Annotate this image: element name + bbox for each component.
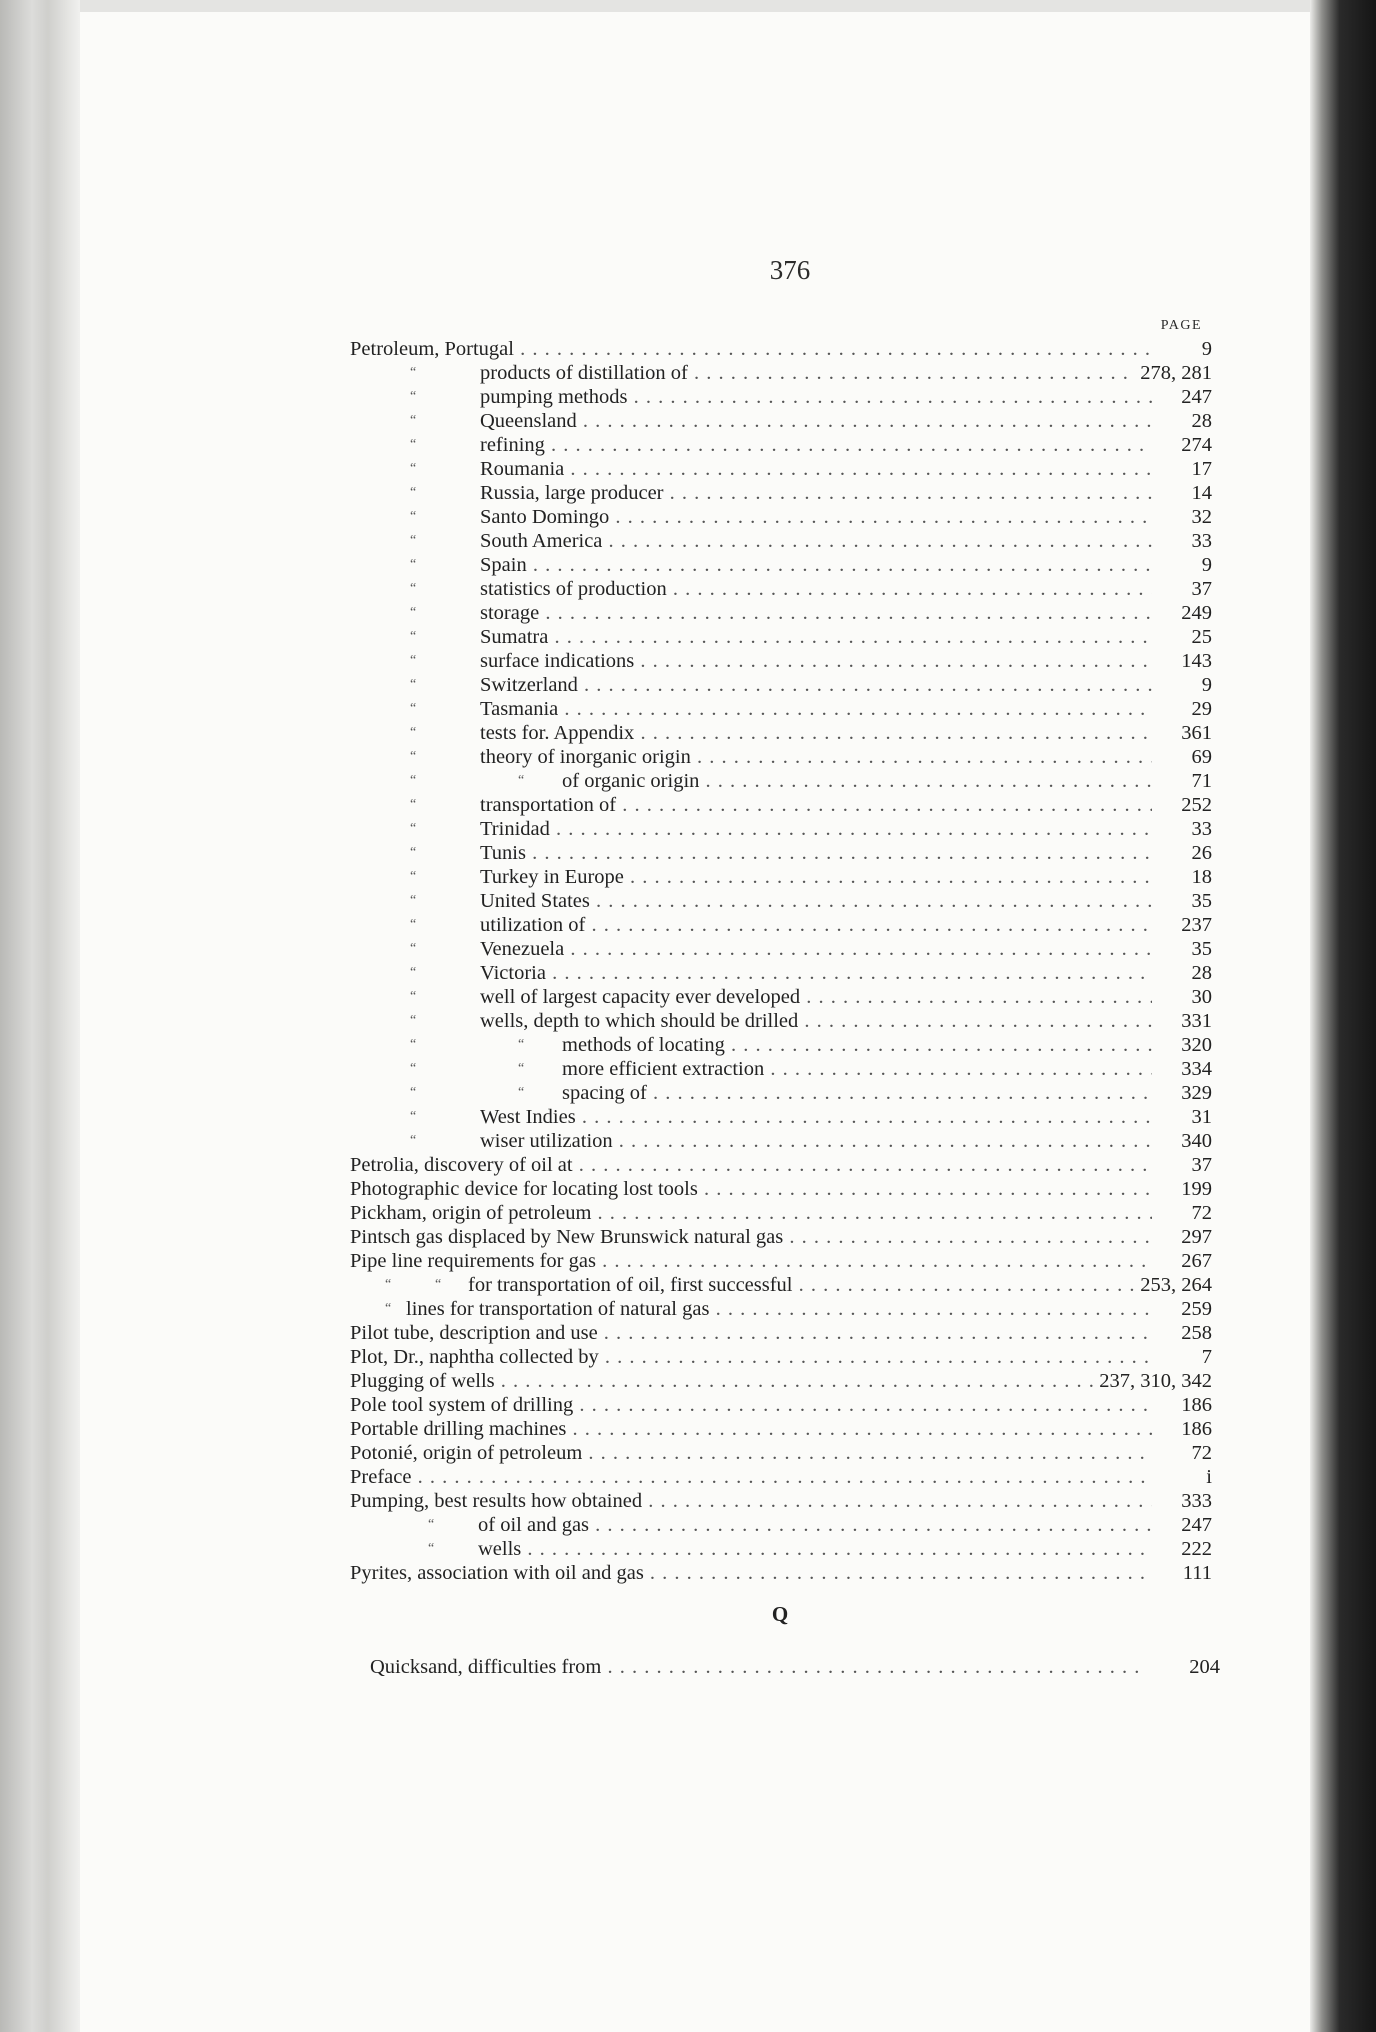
ditto-mark: “ [410,869,417,884]
ditto-mark: “ [410,917,417,932]
index-entry-page-ref: 222 [1177,1537,1212,1561]
index-entry [350,745,1212,769]
index-entry-page-ref: 32 [1188,505,1213,529]
index-entry-text: Sumatra . . . [480,625,1152,649]
index-entry-text: more efficient extraction . . . [562,1057,1152,1081]
ditto-mark: “ [518,1037,525,1052]
index-entry-text: Tunis . . . [480,841,1152,865]
index-entry-text: Pumping, best results how obtained . . . [350,1489,1152,1513]
page-column-heading: PAGE [1160,318,1202,333]
section-letter-heading: Q [771,1602,789,1626]
index-entry-text: Trinidad . . . [480,817,1152,841]
index-entry-text: products of distillation of . . . [480,361,1152,385]
index-entry-page-ref: 26 [1188,841,1213,865]
index-entry-text: Pickham, origin of petroleum . . . [350,1201,1152,1225]
ditto-mark: “ [410,773,417,788]
index-entry-text: Roumania . . . [480,457,1152,481]
ditto-mark: “ [410,1085,417,1100]
index-entry [350,865,1212,889]
index-entry-text: Petrolia, discovery of oil at . . . [350,1153,1152,1177]
index-entry-page-ref: 274 [1177,433,1212,457]
index-entry-page-ref: 35 [1188,937,1213,961]
index-entry-page-ref: 17 [1188,457,1213,481]
index-entry-text: transportation of . . . [480,793,1152,817]
index-entry-page-ref: 72 [1188,1441,1213,1465]
index-entry-page-ref: 247 [1177,385,1212,409]
index-entry-list-q [370,1655,1220,1679]
index-entry-page-ref: 186 [1177,1417,1212,1441]
index-entry-text: Venezuela . . . [480,937,1152,961]
ditto-mark: “ [410,437,417,452]
index-entry-text: pumping methods . . . [480,385,1152,409]
ditto-mark: “ [518,773,525,788]
index-entry-text: United States . . . [480,889,1152,913]
index-entry-page-ref: 267 [1177,1249,1212,1273]
index-entry-text: well of largest capacity ever developed . . . [480,985,1152,1009]
index-entry-page-ref: 14 [1188,481,1213,505]
index-entry-page-ref: 72 [1188,1201,1213,1225]
ditto-mark: “ [428,1517,435,1532]
index-entry-page-ref: 33 [1188,817,1213,841]
index-entry-page-ref: 143 [1177,649,1212,673]
index-entry-text: South America . . . [480,529,1152,553]
index-entry-text: Portable drilling machines . . . [350,1417,1152,1441]
index-entry [350,1273,1212,1297]
index-entry [350,601,1212,625]
ditto-mark: “ [410,821,417,836]
index-entry-page-ref: 18 [1188,865,1213,889]
index-entry-page-ref: 37 [1188,1153,1213,1177]
index-entry [350,1513,1212,1537]
index-entry-page-ref: 9 [1198,337,1212,361]
index-entry-text: Russia, large producer . . . [480,481,1152,505]
index-entry-page-ref: 237, 310, 342 [1095,1369,1212,1393]
ditto-mark: “ [410,413,417,428]
index-entry [350,361,1212,385]
index-entry [350,1225,1212,1249]
index-entry [350,1441,1212,1465]
index-entry-text: tests for. Appendix . . . [480,721,1152,745]
index-entry-text: Preface . . . [350,1465,1152,1489]
index-entry-text: Plugging of wells . . . [350,1369,1152,1393]
index-entry-text: of oil and gas . . . [478,1513,1152,1537]
index-entry-text: Tasmania . . . [480,697,1152,721]
index-entry-text: Petroleum, Portugal . . . [350,337,1152,361]
index-entry [350,1153,1212,1177]
index-entry-page-ref: 25 [1188,625,1213,649]
index-entry-text: Potonié, origin of petroleum . . . [350,1441,1152,1465]
index-entry-page-ref: 247 [1177,1513,1212,1537]
index-entry [370,1655,1220,1679]
index-entry [350,1489,1212,1513]
ditto-mark: “ [410,965,417,980]
index-entry-page-ref: 320 [1177,1033,1212,1057]
index-entry-text: Photographic device for locating lost tools . . . [350,1177,1152,1201]
index-entry-text: statistics of production . . . [480,577,1152,601]
index-entry-text: refining . . . [480,433,1152,457]
ditto-mark: “ [410,557,417,572]
ditto-mark: “ [410,509,417,524]
index-entry-page-ref: 334 [1177,1057,1212,1081]
ditto-mark: “ [410,797,417,812]
index-entry [350,1297,1212,1321]
index-entry [350,1321,1212,1345]
ditto-mark: “ [410,1013,417,1028]
index-entry-text: Quicksand, difficulties from . . . [370,1655,1140,1679]
index-entry-text: wells, depth to which should be drilled . . . [480,1009,1152,1033]
index-entry-text: Turkey in Europe . . . [480,865,1152,889]
index-entry-page-ref: 31 [1188,1105,1213,1129]
index-entry-text: spacing of . . . [562,1081,1152,1105]
index-entry [350,1369,1212,1393]
index-entry [350,697,1212,721]
index-entry-text: Queensland . . . [480,409,1152,433]
ditto-mark: “ [410,1037,417,1052]
index-entry-page-ref: 297 [1177,1225,1212,1249]
index-entry-page-ref: 28 [1188,961,1213,985]
ditto-mark: “ [385,1277,392,1292]
index-entry-page-ref: 333 [1177,1489,1212,1513]
index-entry [350,889,1212,913]
index-entry-page-ref: 253, 264 [1136,1273,1212,1297]
index-entry-text: Pintsch gas displaced by New Brunswick natural gas . . . [350,1225,1152,1249]
index-entry [350,1561,1212,1585]
index-entry-page-ref: 111 [1179,1561,1212,1585]
index-entry [350,1105,1212,1129]
index-entry-page-ref: 258 [1177,1321,1212,1345]
index-entry-page-ref: 71 [1188,769,1213,793]
index-entry-page-ref: 69 [1188,745,1213,769]
index-entry [350,481,1212,505]
ditto-mark: “ [518,1085,525,1100]
ditto-mark: “ [410,629,417,644]
index-entry [350,769,1212,793]
index-entry-page-ref: 186 [1177,1393,1212,1417]
index-entry-text: Pipe line requirements for gas . . . [350,1249,1152,1273]
index-entry-page-ref: 249 [1177,601,1212,625]
index-entry-text: methods of locating . . . [562,1033,1152,1057]
index-entry [350,1009,1212,1033]
index-entry [350,937,1212,961]
index-entry-page-ref: 199 [1177,1177,1212,1201]
index-entry [350,649,1212,673]
index-entry-page-ref: 9 [1198,673,1212,697]
index-entry [350,385,1212,409]
index-entry [350,337,1212,361]
index-entry [350,721,1212,745]
index-entry-page-ref: 259 [1177,1297,1212,1321]
index-entry [350,529,1212,553]
index-entry [350,817,1212,841]
index-entry [350,1129,1212,1153]
index-entry [350,625,1212,649]
index-entry-page-ref: 37 [1188,577,1213,601]
index-entry-text: Pyrites, association with oil and gas . . . [350,1561,1152,1585]
ditto-mark: “ [410,605,417,620]
index-entry [350,1033,1212,1057]
index-entry-page-ref: 331 [1177,1009,1212,1033]
index-entry-text: Pilot tube, description and use . . . [350,1321,1152,1345]
index-entry-text: Victoria . . . [480,961,1152,985]
page-gutter-shadow [1310,0,1376,2032]
ditto-mark: “ [410,677,417,692]
index-entry [350,553,1212,577]
page-edge-left [0,0,80,2032]
index-entry-page-ref: 30 [1188,985,1213,1009]
index-entry-text: for transportation of oil, first successful . . . [468,1273,1152,1297]
index-entry [350,1249,1212,1273]
index-entry-text: Spain . . . [480,553,1152,577]
ditto-mark: “ [410,989,417,1004]
index-entry [350,1081,1212,1105]
ditto-mark: “ [410,1061,417,1076]
index-entry-text: lines for transportation of natural gas . . . [406,1297,1152,1321]
ditto-mark: “ [410,725,417,740]
index-entry-text: Pole tool system of drilling . . . [350,1393,1152,1417]
index-entry [350,985,1212,1009]
ditto-mark: “ [410,845,417,860]
index-entry [350,913,1212,937]
index-entry [350,577,1212,601]
index-entry [350,841,1212,865]
index-entry-text: Plot, Dr., naphtha collected by . . . [350,1345,1152,1369]
ditto-mark: “ [410,749,417,764]
index-entry-page-ref: 329 [1177,1081,1212,1105]
ditto-mark: “ [410,893,417,908]
ditto-mark: “ [410,941,417,956]
ditto-mark: “ [410,581,417,596]
ditto-mark: “ [410,533,417,548]
index-entry [350,409,1212,433]
index-entry [350,793,1212,817]
index-entry-text: utilization of . . . [480,913,1152,937]
index-entry-page-ref: 7 [1198,1345,1212,1369]
index-entry-page-ref: 204 [1185,1655,1220,1679]
index-entry-page-ref: 361 [1177,721,1212,745]
index-entry-text: of organic origin . . . [562,769,1152,793]
ditto-mark: “ [518,1061,525,1076]
index-entry-text: storage . . . [480,601,1152,625]
ditto-mark: “ [385,1301,392,1316]
index-entry-text: surface indications . . . [480,649,1152,673]
index-entry-page-ref: 28 [1188,409,1213,433]
index-entry-page-ref: 278, 281 [1136,361,1212,385]
index-entry-text: wiser utilization . . . [480,1129,1152,1153]
index-entry-list [350,337,1212,1585]
index-entry [350,505,1212,529]
index-entry [350,1537,1212,1561]
ditto-mark: “ [410,365,417,380]
index-entry [350,1201,1212,1225]
index-entry [350,961,1212,985]
ditto-mark: “ [410,461,417,476]
index-entry [350,457,1212,481]
index-entry [350,1465,1212,1489]
index-entry-page-ref: 340 [1177,1129,1212,1153]
ditto-mark: “ [410,1109,417,1124]
index-entry [350,433,1212,457]
index-entry-text: wells . . . [478,1537,1152,1561]
index-entry-page-ref: 252 [1177,793,1212,817]
ditto-mark: “ [410,701,417,716]
index-entry [350,673,1212,697]
index-entry-page-ref: i [1202,1465,1212,1489]
ditto-mark: “ [410,1133,417,1148]
ditto-mark: “ [410,653,417,668]
index-entry [350,1177,1212,1201]
index-entry [350,1393,1212,1417]
ditto-mark: “ [435,1277,442,1292]
index-entry-text: Switzerland . . . [480,673,1152,697]
ditto-mark: “ [410,389,417,404]
index-entry [350,1417,1212,1441]
index-entry-text: West Indies . . . [480,1105,1152,1129]
ditto-mark: “ [428,1541,435,1556]
index-entry-page-ref: 33 [1188,529,1213,553]
index-entry-page-ref: 35 [1188,889,1213,913]
index-entry-text: theory of inorganic origin . . . [480,745,1152,769]
ditto-mark: “ [410,485,417,500]
index-entry-text: Santo Domingo . . . [480,505,1152,529]
index-entry-page-ref: 29 [1188,697,1213,721]
page-number: 376 [769,255,811,285]
index-entry [350,1057,1212,1081]
index-entry-page-ref: 9 [1198,553,1212,577]
index-entry-page-ref: 237 [1177,913,1212,937]
index-entry [350,1345,1212,1369]
